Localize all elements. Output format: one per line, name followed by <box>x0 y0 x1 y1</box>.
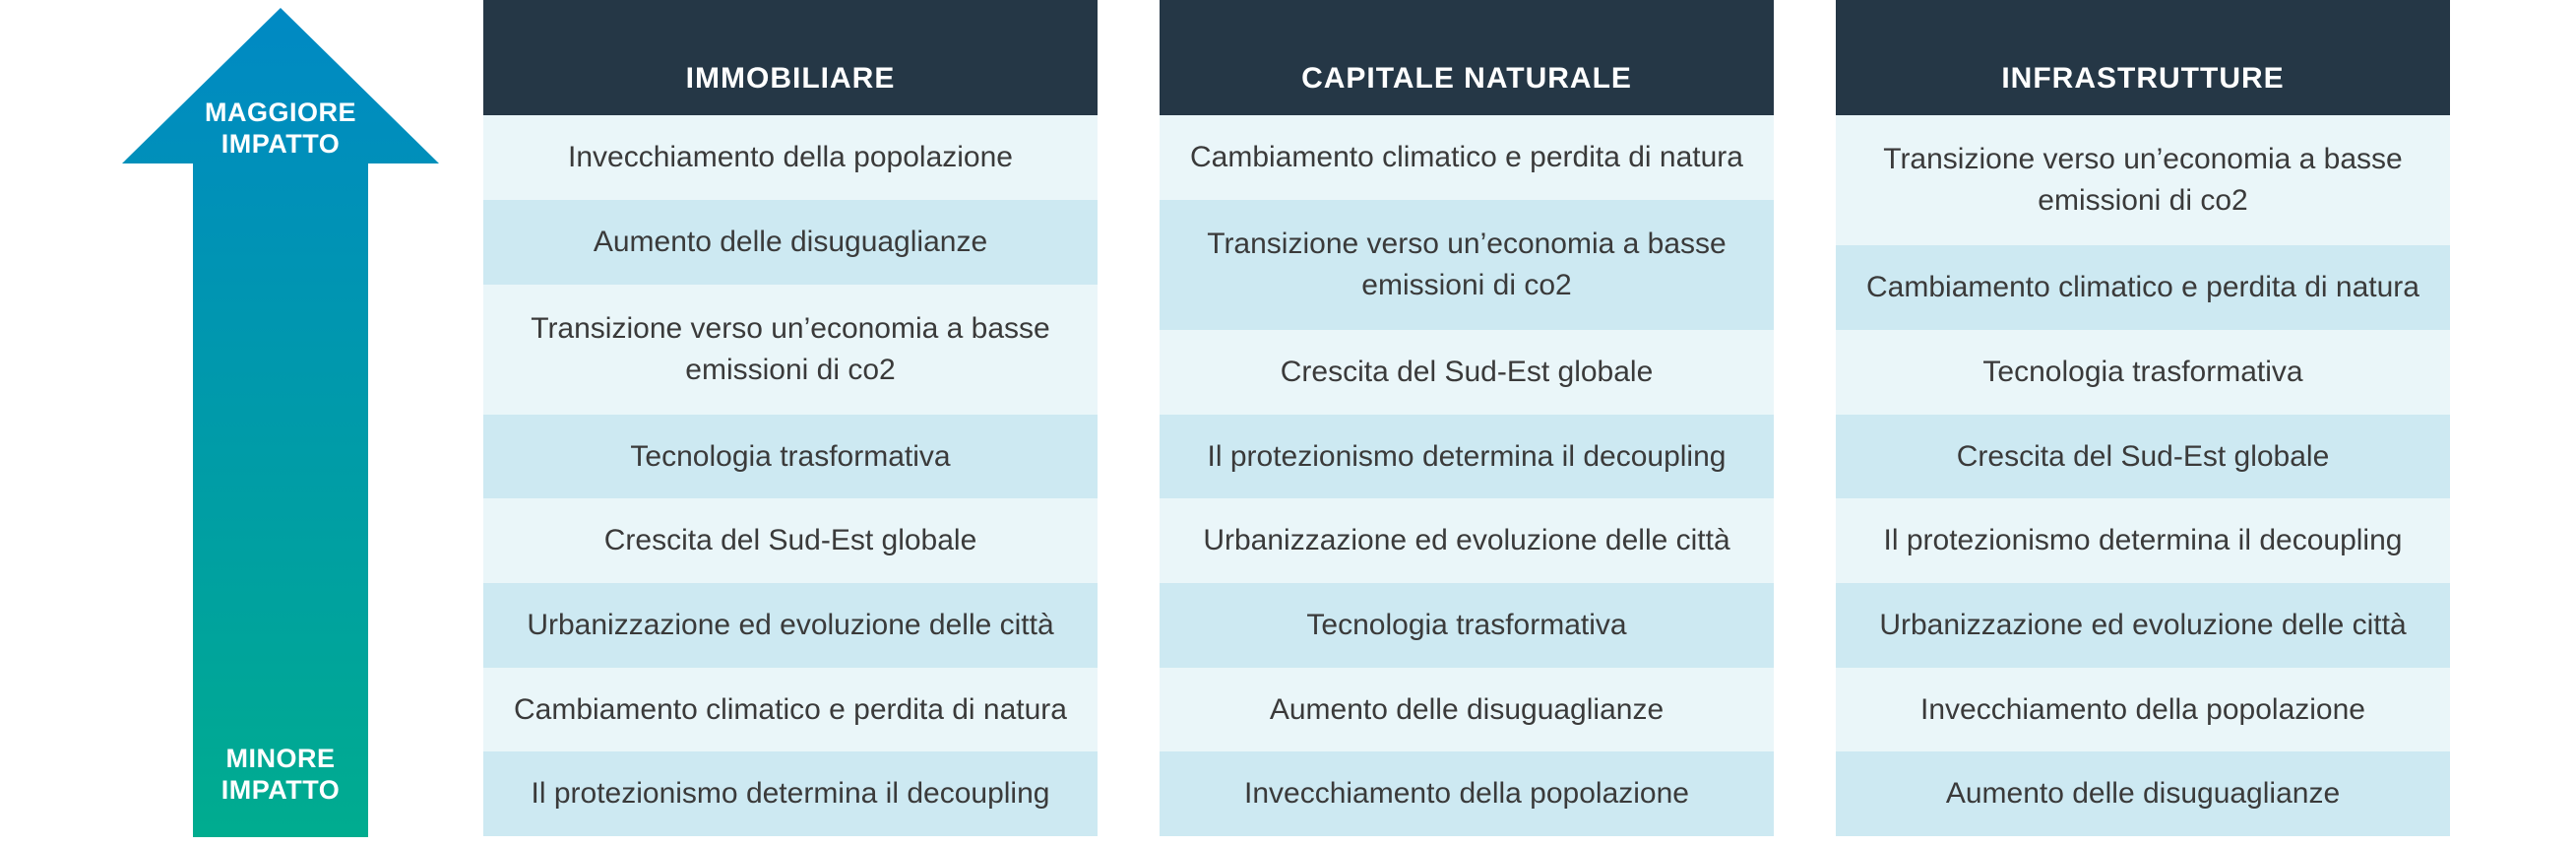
list-item: Urbanizzazione ed evoluzione delle città <box>1836 583 2450 668</box>
list-item: Cambiamento climatico e perdita di natura <box>483 668 1098 751</box>
arrow-bottom-label: MINORE IMPATTO <box>220 744 341 805</box>
list-item: Cambiamento climatico e perdita di natura <box>1160 115 1774 200</box>
list-item: Crescita del Sud-Est globale <box>483 498 1098 583</box>
list-item: Aumento delle disuguaglianze <box>1836 751 2450 836</box>
list-item: Aumento delle disuguaglianze <box>483 200 1098 285</box>
list-item: Il protezionismo determina il decoupling <box>483 751 1098 836</box>
column-header: CAPITALE NATURALE <box>1160 0 1774 115</box>
list-item: Transizione verso un’economia a basse emissioni di co2 <box>1160 200 1774 330</box>
list-item: Invecchiamento della popolazione <box>483 115 1098 200</box>
column-header: INFRASTRUTTURE <box>1836 0 2450 115</box>
list-item: Transizione verso un’economia a basse emissioni di co2 <box>483 285 1098 415</box>
list-item: Transizione verso un’economia a basse emissioni di co2 <box>1836 115 2450 245</box>
list-item: Aumento delle disuguaglianze <box>1160 668 1774 751</box>
impact-arrow <box>122 8 439 837</box>
list-item: Cambiamento climatico e perdita di natura <box>1836 245 2450 330</box>
list-item: Tecnologia trasformativa <box>1836 330 2450 415</box>
column-immobiliare <box>483 0 1098 836</box>
arrow-top-label: MAGGIORE IMPATTO <box>204 98 356 159</box>
column-infrastrutture <box>1836 0 2450 836</box>
list-item: Tecnologia trasformativa <box>1160 583 1774 668</box>
column-header: IMMOBILIARE <box>483 0 1098 115</box>
column-capitale-naturale <box>1160 0 1774 836</box>
list-item: Tecnologia trasformativa <box>483 415 1098 498</box>
list-item: Il protezionismo determina il decoupling <box>1160 415 1774 498</box>
list-item: Urbanizzazione ed evoluzione delle città <box>483 583 1098 668</box>
list-item: Il protezionismo determina il decoupling <box>1836 498 2450 583</box>
list-item: Invecchiamento della popolazione <box>1836 668 2450 751</box>
list-item: Crescita del Sud-Est globale <box>1160 330 1774 415</box>
list-item: Invecchiamento della popolazione <box>1160 751 1774 836</box>
list-item: Crescita del Sud-Est globale <box>1836 415 2450 498</box>
list-item: Urbanizzazione ed evoluzione delle città <box>1160 498 1774 583</box>
